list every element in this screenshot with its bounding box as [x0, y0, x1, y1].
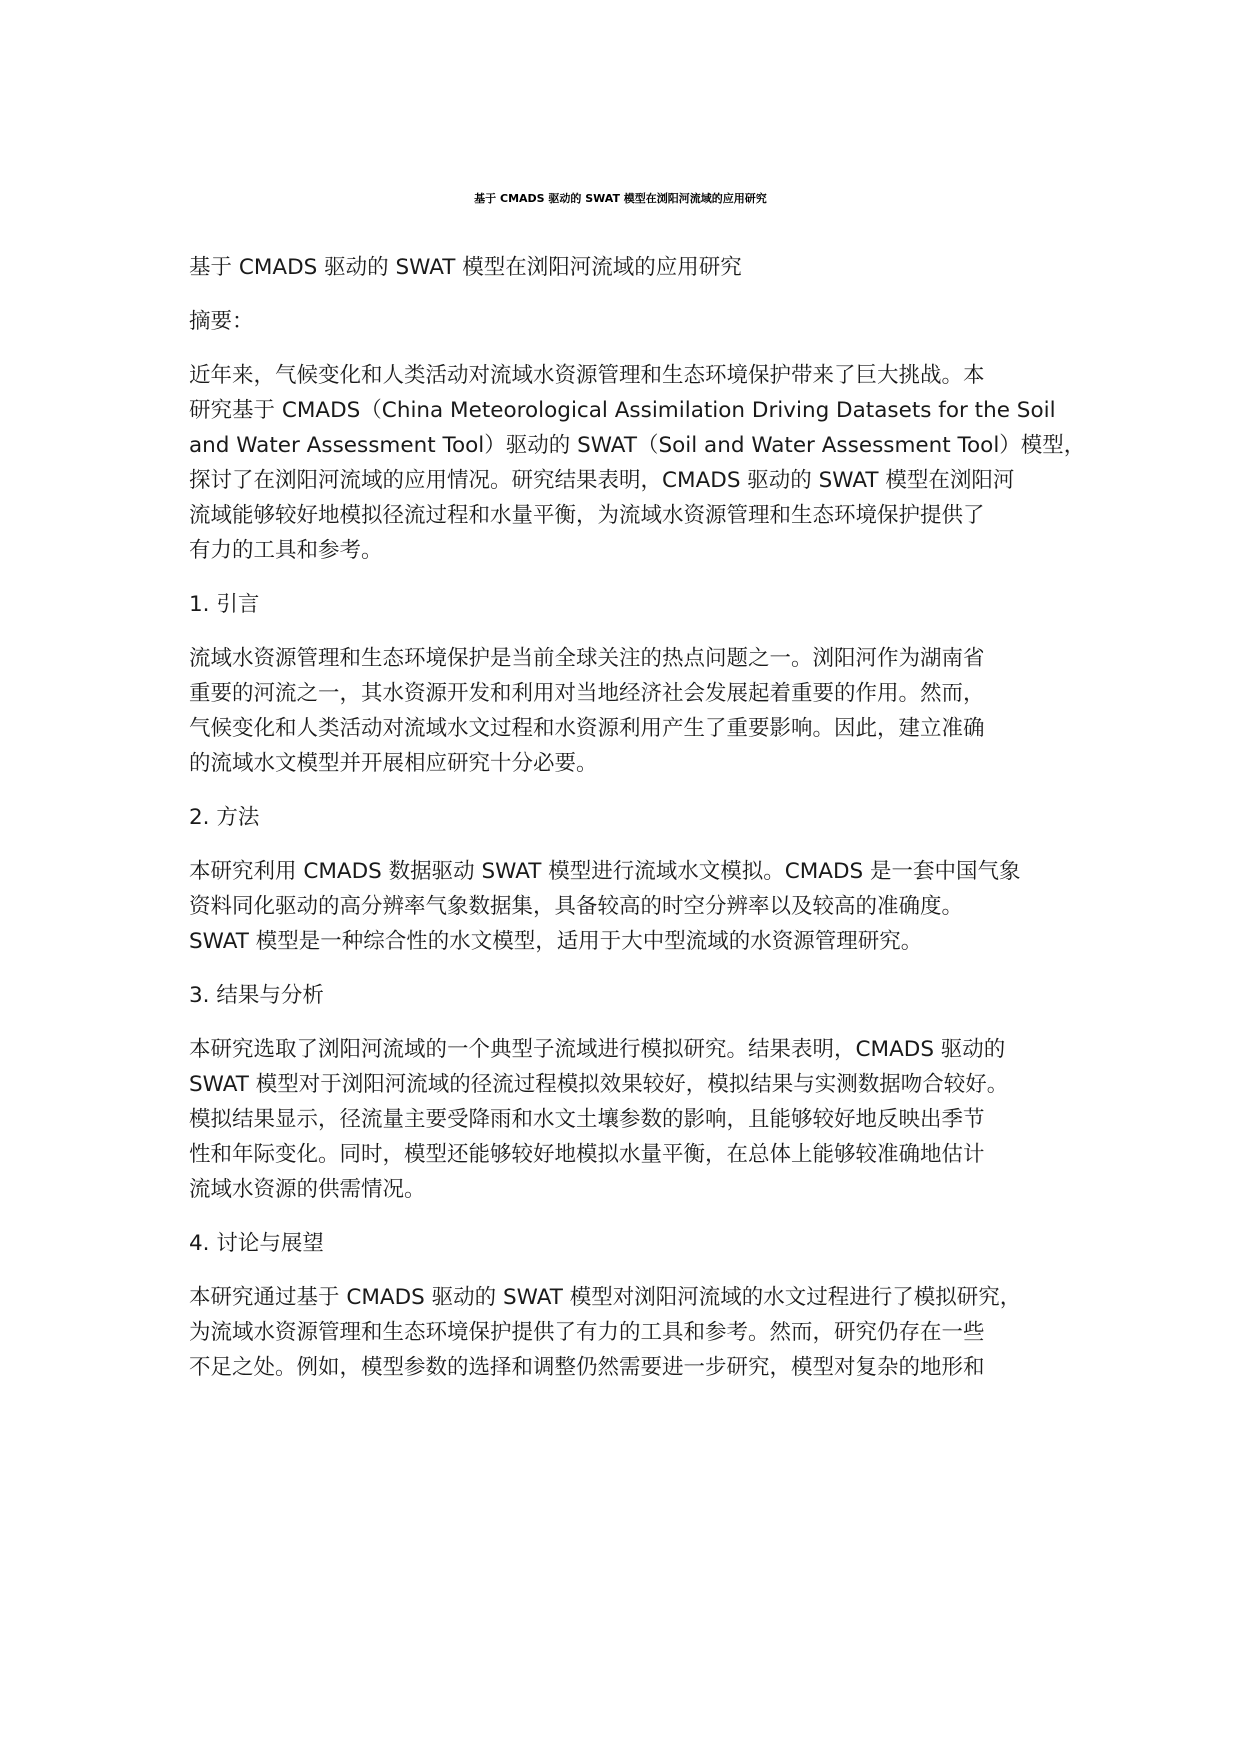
- paragraph-line: 本研究通过基于 CMADS 驱动的 SWAT 模型对浏阳河流域的水文过程进行了模拟研究，: [189, 1285, 1022, 1310]
- document-subtitle: 基于 CMADS 驱动的 SWAT 模型在浏阳河流域的应用研究: [189, 255, 742, 280]
- paragraph-line: 本研究选取了浏阳河流域的一个典型子流域进行模拟研究。结果表明，CMADS 驱动的: [189, 1037, 1006, 1062]
- paragraph-line: 性和年际变化。同时，模型还能够较好地模拟水量平衡，在总体上能够较准确地估计: [189, 1142, 985, 1167]
- paragraph-line: 本研究利用 CMADS 数据驱动 SWAT 模型进行流域水文模拟。CMADS 是一套中国气象: [189, 859, 1021, 884]
- abstract-line: and Water Assessment Tool）驱动的 SWAT（Soil and Water Assessment Tool）模型，: [189, 433, 1086, 458]
- document-title: 基于 CMADS 驱动的 SWAT 模型在浏阳河流域的应用研究: [474, 192, 767, 205]
- section-heading-introduction: 1. 引言: [189, 592, 260, 617]
- abstract-line: 研究基于 CMADS（China Meteorological Assimilation Driving Datasets for the Soil: [189, 398, 1056, 423]
- paragraph-line: 为流域水资源管理和生态环境保护提供了有力的工具和参考。然而，研究仍存在一些: [189, 1320, 985, 1345]
- paragraph-line: SWAT 模型是一种综合性的水文模型，适用于大中型流域的水资源管理研究。: [189, 929, 923, 954]
- abstract-line: 近年来，气候变化和人类活动对流域水资源管理和生态环境保护带来了巨大挑战。本: [189, 363, 985, 388]
- abstract-line: 有力的工具和参考。: [189, 538, 383, 563]
- paragraph-line: 模拟结果显示，径流量主要受降雨和水文土壤参数的影响，且能够较好地反映出季节: [189, 1107, 985, 1132]
- abstract-line: 探讨了在浏阳河流域的应用情况。研究结果表明，CMADS 驱动的 SWAT 模型在浏阳河: [189, 468, 1015, 493]
- paragraph-line: 不足之处。例如，模型参数的选择和调整仍然需要进一步研究，模型对复杂的地形和: [189, 1355, 985, 1380]
- paragraph-line: SWAT 模型对于浏阳河流域的径流过程模拟效果较好，模拟结果与实测数据吻合较好。: [189, 1072, 1009, 1097]
- section-heading-methods: 2. 方法: [189, 805, 260, 830]
- section-heading-discussion: 4. 讨论与展望: [189, 1231, 324, 1256]
- section-heading-results: 3. 结果与分析: [189, 983, 324, 1008]
- paragraph-line: 流域水资源管理和生态环境保护是当前全球关注的热点问题之一。浏阳河作为湖南省: [189, 646, 985, 671]
- abstract-line: 流域能够较好地模拟径流过程和水量平衡，为流域水资源管理和生态环境保护提供了: [189, 503, 985, 528]
- paragraph-line: 气候变化和人类活动对流域水文过程和水资源利用产生了重要影响。因此，建立准确: [189, 716, 985, 741]
- paragraph-line: 的流域水文模型并开展相应研究十分必要。: [189, 751, 598, 776]
- paragraph-line: 重要的河流之一，其水资源开发和利用对当地经济社会发展起着重要的作用。然而，: [189, 681, 985, 706]
- paragraph-line: 流域水资源的供需情况。: [189, 1177, 426, 1202]
- abstract-label: 摘要：: [189, 309, 254, 334]
- paragraph-line: 资料同化驱动的高分辨率气象数据集，具备较高的时空分辨率以及较高的准确度。: [189, 894, 964, 919]
